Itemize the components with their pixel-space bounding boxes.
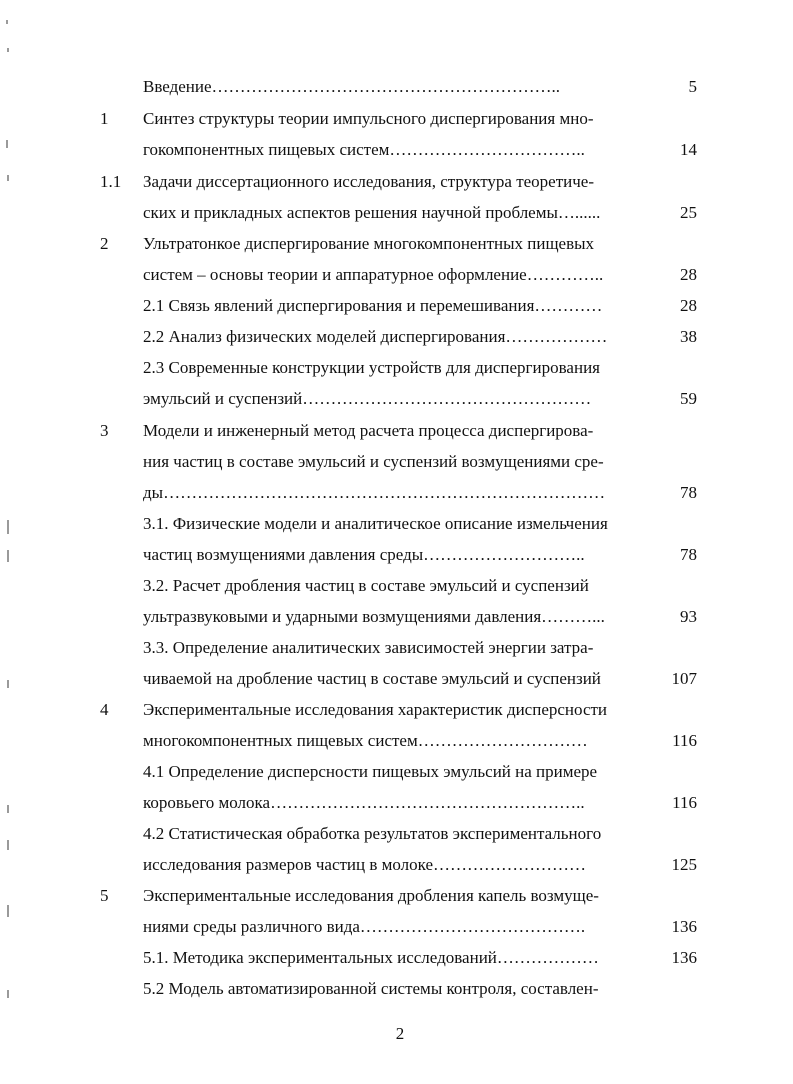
toc-entry-page: 93 [680, 607, 697, 626]
scan-artifact [7, 905, 9, 917]
toc-entry-number: 5 [100, 886, 109, 905]
toc-entry-text: ды…………………………………………………………………… [143, 483, 606, 502]
toc-entry-text: гокомпонентных пищевых систем…………………………….. [143, 140, 585, 159]
toc-entry-page: 136 [671, 917, 697, 936]
toc-entry-page: 38 [680, 327, 697, 346]
toc-entry-text: исследования размеров частиц в молоке……………………… [143, 855, 587, 874]
scan-artifact [7, 550, 9, 562]
scan-artifact [7, 175, 9, 181]
scan-artifact [7, 680, 9, 688]
toc-entry-text: 2.1 Связь явлений диспергирования и перемешивания………… [143, 296, 603, 315]
toc-entry-text: ских и прикладных аспектов решения научной проблемы…...... [143, 203, 601, 222]
toc-entry-text: ультразвуковыми и ударными возмущениями давления………... [143, 607, 605, 626]
toc-entry-text: частиц возмущениями давления среды……………………….. [143, 545, 585, 564]
scan-artifact [7, 520, 9, 534]
toc-entry-text: Экспериментальные исследования характеристик дисперсности [143, 700, 608, 719]
toc-entry-number: 4 [100, 700, 109, 719]
toc-entry-text: 5.1. Методика экспериментальных исследований……………… [143, 948, 599, 967]
toc-entry-text: Экспериментальные исследования дробления капель возмуще- [143, 886, 599, 905]
toc-entry-page: 28 [680, 296, 697, 315]
toc-entry-text: 2.3 Современные конструкции устройств для диспергирования [143, 358, 600, 377]
scan-artifact [6, 140, 8, 148]
toc-entry-number: 1.1 [100, 172, 122, 191]
toc-entry-page: 5 [688, 77, 697, 96]
toc-entry-page: 59 [680, 389, 697, 408]
toc-entry-page: 136 [671, 948, 697, 967]
toc-entry-text: 4.1 Определение дисперсности пищевых эмульсий на примере [143, 762, 598, 781]
toc-entry-text: 5.2 Модель автоматизированной системы контроля, составлен- [143, 979, 599, 998]
scan-artifact [7, 840, 9, 850]
toc-entry-text: ниями среды различного вида…………………………………. [143, 917, 586, 936]
toc-entry-page: 25 [680, 203, 697, 222]
toc-entry-text: эмульсий и суспензий…………………………………………… [143, 389, 592, 408]
toc-entry-page: 107 [671, 669, 697, 688]
toc-entry-number: 2 [100, 234, 109, 253]
toc-entry-text: Задачи диссертационного исследования, структура теоретиче- [143, 172, 595, 191]
toc-entry-page: 78 [680, 483, 697, 502]
toc-entry-text: систем – основы теории и аппаратурное оформление………….. [143, 265, 604, 284]
toc-entry-text: 4.2 Статистическая обработка результатов экспериментального [143, 824, 602, 843]
toc-entry-text: 2.2 Анализ физических моделей диспергирования……………… [143, 327, 608, 346]
scan-artifact [7, 805, 9, 813]
toc-entry-page: 78 [680, 545, 697, 564]
toc-entry-text: Введение…………………………………………………….. [143, 77, 561, 96]
toc-entry-text: коровьего молока……………………………………………….. [143, 793, 585, 812]
toc-entry-text: 3.3. Определение аналитических зависимостей энергии затра- [143, 638, 594, 657]
toc-entry-text: ния частиц в составе эмульсий и суспензий возмущениями сре- [143, 452, 604, 471]
toc-entry-text: чиваемой на дробление частиц в составе эмульсий и суспензий [143, 669, 601, 688]
toc-entry-page: 125 [671, 855, 697, 874]
scan-artifact [7, 990, 9, 998]
toc-entry-page: 116 [672, 731, 697, 750]
toc-entry-text: многокомпонентных пищевых систем………………………… [143, 731, 588, 750]
toc-entry-page: 116 [672, 793, 697, 812]
toc-entry-text: Синтез структуры теории импульсного диспергирования мно- [143, 109, 594, 128]
toc-entry-number: 3 [100, 421, 109, 440]
scan-artifact [6, 20, 8, 24]
toc-entry-page: 28 [680, 265, 697, 284]
toc-entry-page: 14 [680, 140, 697, 159]
toc-entry-text: Ультратонкое диспергирование многокомпонентных пищевых [143, 234, 595, 253]
toc-entry-text: 3.1. Физические модели и аналитическое описание измельчения [143, 514, 608, 533]
toc-entry-text: Модели и инженерный метод расчета процесса диспергирова- [143, 421, 594, 440]
toc-entry-text: 3.2. Расчет дробления частиц в составе эмульсий и суспензий [143, 576, 589, 595]
page-number: 2 [395, 1024, 405, 1043]
scan-artifact [7, 48, 9, 52]
toc-entry-number: 1 [100, 109, 109, 128]
